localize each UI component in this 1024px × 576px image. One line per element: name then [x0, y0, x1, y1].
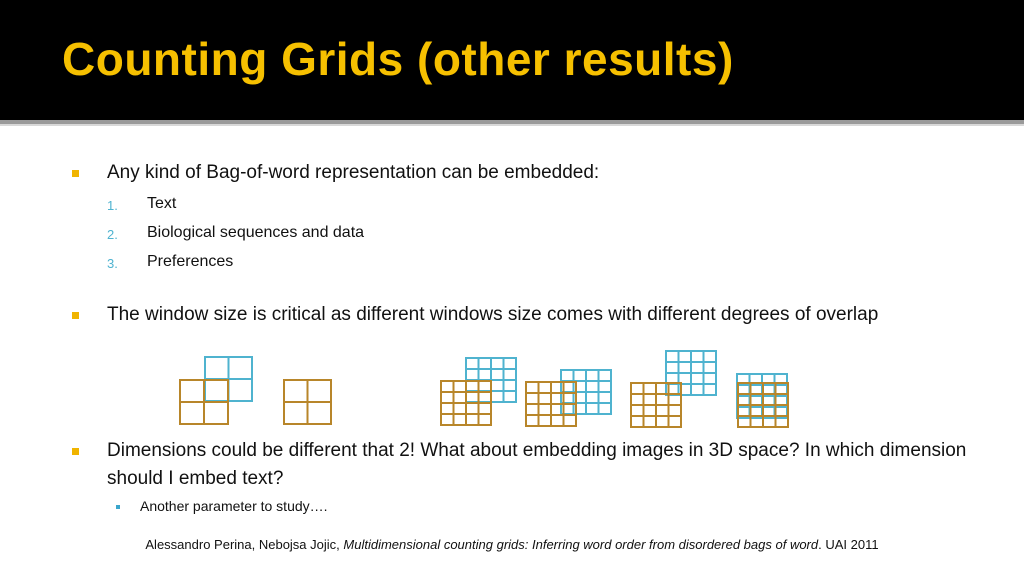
- grid-cell: [205, 379, 229, 401]
- grid-cell: [526, 404, 539, 415]
- grid-cell: [679, 362, 692, 373]
- list-number: 3.: [107, 256, 118, 271]
- grid-cell: [504, 391, 517, 402]
- grid-cell: [644, 405, 657, 416]
- grid-cell: [656, 405, 669, 416]
- grid-cell: [669, 416, 682, 427]
- grid-cell: [491, 391, 504, 402]
- grid-cell: [308, 380, 332, 402]
- sub-bullet-marker: [116, 505, 120, 509]
- grid-cell: [704, 351, 717, 362]
- grid-cell: [504, 380, 517, 391]
- grid-cell: [229, 379, 253, 401]
- grid-cell: [284, 402, 308, 424]
- grid-cell: [466, 403, 479, 414]
- grid-cell: [586, 381, 599, 392]
- grid-cell: [441, 403, 454, 414]
- grid-cell: [466, 358, 479, 369]
- grid-4x4-brown: [526, 382, 576, 426]
- bullet-text-dimensions: Dimensions could be different that 2! What about embedding images in 3D space? In which dimension should I embed text?: [107, 440, 967, 489]
- grid-cell: [564, 415, 577, 426]
- grid-cell: [526, 415, 539, 426]
- grid-cell: [491, 369, 504, 380]
- grid-cell: [551, 415, 564, 426]
- bullet-text-window-size: The window size is critical as different windows size comes with different degrees of overlap: [107, 304, 879, 325]
- grid-cell: [454, 392, 467, 403]
- grid-cell: [180, 402, 204, 424]
- grid-cell: [491, 358, 504, 369]
- grid-cell: [586, 370, 599, 381]
- grid-cell: [504, 358, 517, 369]
- grid-cell: [180, 380, 204, 402]
- list-number: 1.: [107, 198, 118, 213]
- grid-cell: [284, 380, 308, 402]
- citation: [0, 537, 1024, 552]
- slide-title: Counting Grids (other results): [62, 33, 734, 85]
- grid-cell: [599, 403, 612, 414]
- grid-2x2-brown-aligned: [284, 380, 331, 424]
- grid-cell: [599, 381, 612, 392]
- list-item-text: Text: [147, 195, 177, 212]
- grid-cell: [691, 373, 704, 384]
- grid-4x4-brown: [738, 383, 788, 427]
- grid-cell: [574, 370, 587, 381]
- grid-cell: [666, 362, 679, 373]
- grid-cell: [644, 394, 657, 405]
- grid-cell: [586, 392, 599, 403]
- grid-cell: [504, 369, 517, 380]
- grid-cell: [308, 402, 332, 424]
- grid-cell: [539, 415, 552, 426]
- grid-cell: [691, 362, 704, 373]
- grid-cell: [631, 394, 644, 405]
- grid-cell: [479, 358, 492, 369]
- grid-cell: [656, 416, 669, 427]
- grid-cell: [454, 381, 467, 392]
- grid-cell: [631, 416, 644, 427]
- grid-cell: [441, 414, 454, 425]
- grid-cell: [666, 351, 679, 362]
- grid-cell: [491, 380, 504, 391]
- grid-4x4-brown: [441, 381, 491, 425]
- bullet-text-embedding: Any kind of Bag-of-word representation can be embedded:: [107, 162, 600, 183]
- grid-cell: [631, 383, 644, 394]
- grid-cell: [479, 403, 492, 414]
- bullet-marker: [72, 448, 79, 455]
- grid-cell: [631, 405, 644, 416]
- grid-cell: [479, 414, 492, 425]
- grid-cell: [454, 403, 467, 414]
- grid-cell: [586, 403, 599, 414]
- citation-venue: . UAI 2011: [818, 537, 879, 552]
- citation-authors: Alessandro Perina, Nebojsa Jojic,: [145, 537, 344, 552]
- grid-2x2-brown: [180, 380, 228, 424]
- grid-cell: [466, 369, 479, 380]
- grid-cell: [561, 370, 574, 381]
- list-number: 2.: [107, 227, 118, 242]
- grid-cell: [704, 362, 717, 373]
- grid-cell: [205, 357, 229, 379]
- grid-cell: [526, 382, 539, 393]
- grid-cell: [466, 414, 479, 425]
- grid-cell: [691, 351, 704, 362]
- grid-cell: [441, 381, 454, 392]
- grid-cell: [599, 392, 612, 403]
- list-item-biological: Biological sequences and data: [147, 224, 365, 241]
- grid-cell: [644, 383, 657, 394]
- grid-cell: [229, 357, 253, 379]
- grid-cell: [539, 404, 552, 415]
- grid-cell: [526, 393, 539, 404]
- grid-cell: [539, 382, 552, 393]
- grid-cell: [669, 405, 682, 416]
- citation-title: Multidimensional counting grids: Inferring word order from disordered bags of word: [343, 537, 819, 552]
- grid-cell: [704, 373, 717, 384]
- grid-cell: [644, 416, 657, 427]
- grid-cell: [479, 369, 492, 380]
- grid-cell: [204, 380, 228, 402]
- grid-4x4-blue: [666, 351, 716, 395]
- grid-cell: [539, 393, 552, 404]
- grid-4x4-brown: [631, 383, 681, 427]
- list-item-preferences: Preferences: [147, 253, 234, 270]
- grid-cell: [441, 392, 454, 403]
- grid-cell: [704, 384, 717, 395]
- grid-cell: [599, 370, 612, 381]
- grid-cell: [204, 402, 228, 424]
- sub-bullet-text: Another parameter to study….: [140, 498, 328, 514]
- grid-cell: [691, 384, 704, 395]
- grid-cell: [679, 351, 692, 362]
- grid-cell: [454, 414, 467, 425]
